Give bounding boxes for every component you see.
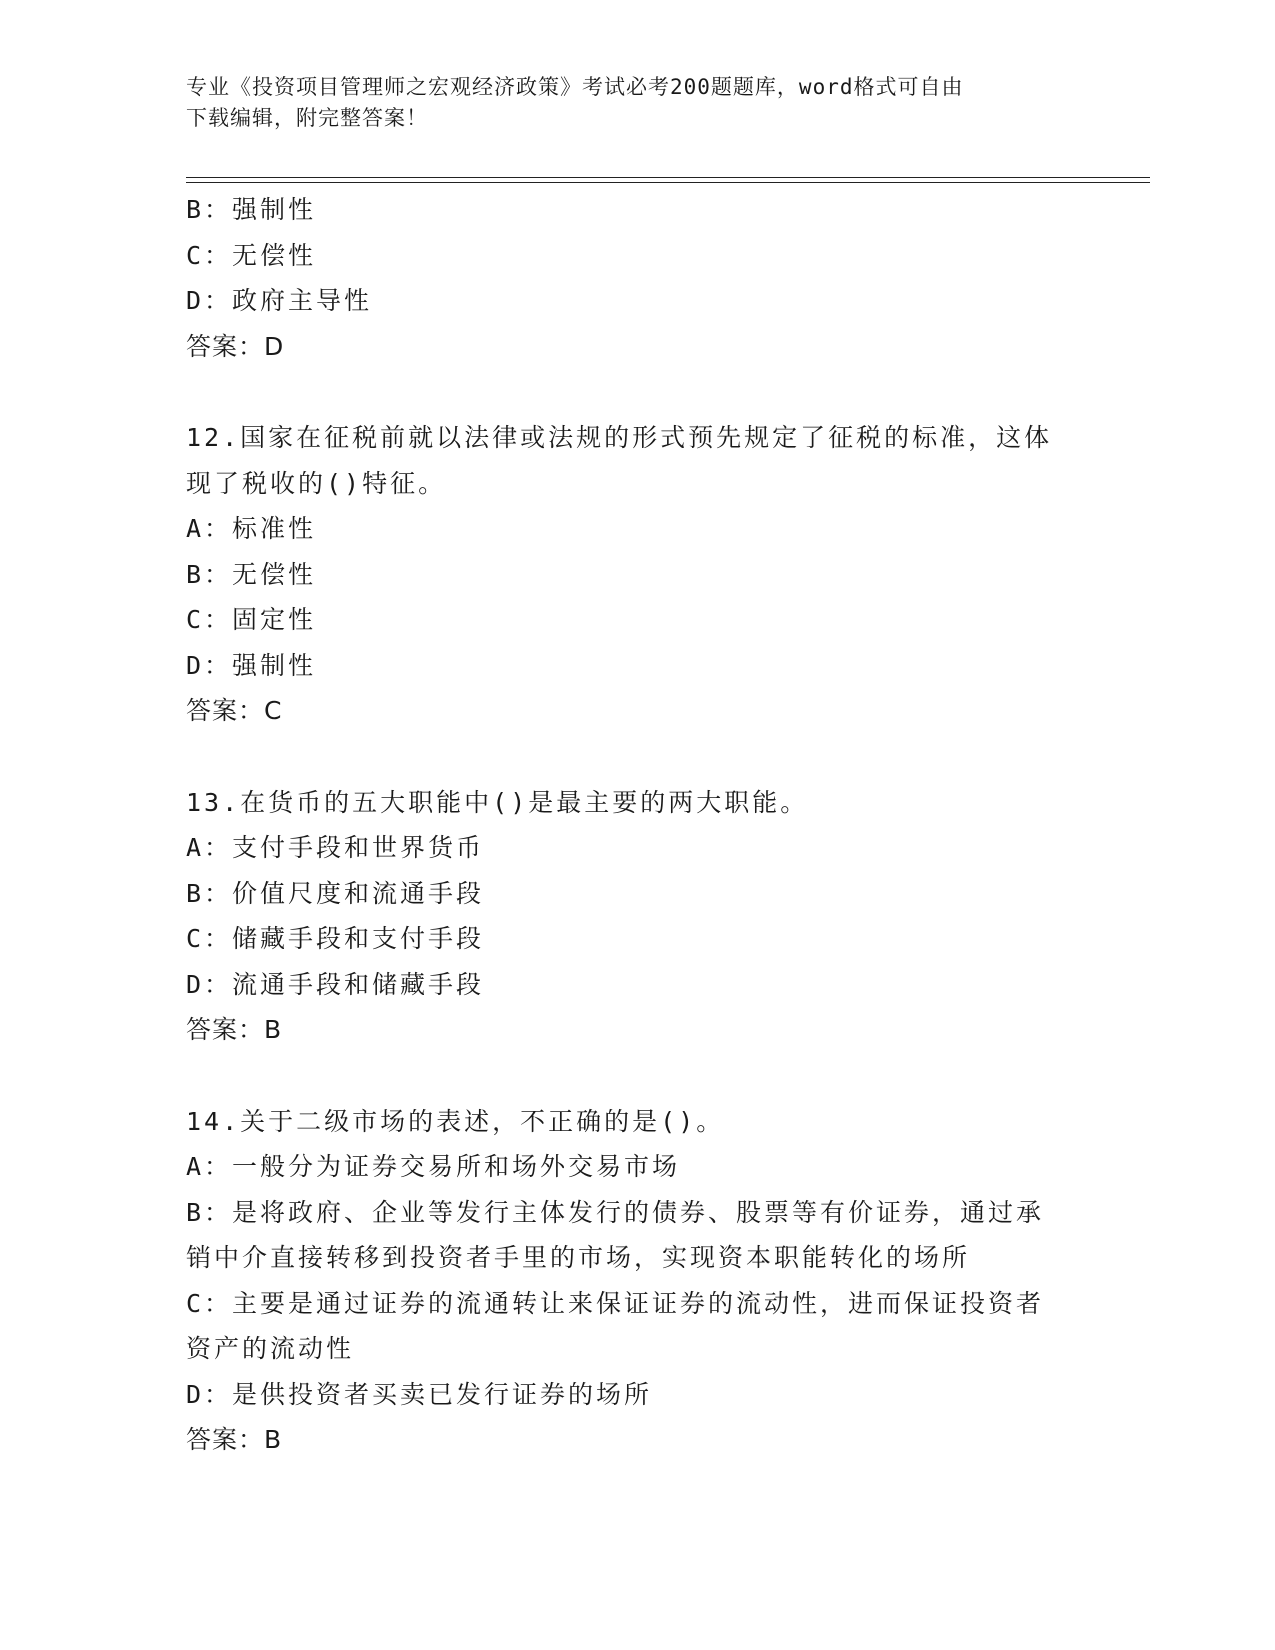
- question-stem: 12.国家在征税前就以法律或法规的形式预先规定了征税的标准，这体: [186, 423, 1053, 452]
- header-line-2: 下载编辑，附完整答案！: [186, 106, 428, 130]
- spacer: [186, 1053, 1086, 1099]
- question-14: [186, 1099, 1086, 1463]
- option-c: C：无偿性: [186, 240, 317, 270]
- option-a: A：支付手段和世界货币: [186, 833, 485, 862]
- answer: 答案：C: [186, 696, 283, 725]
- option-b: B：是将政府、企业等发行主体发行的债券、股票等有价证券，通过承: [186, 1197, 1045, 1227]
- question-stem: 14.关于二级市场的表述，不正确的是()。: [186, 1106, 725, 1136]
- question-13: [186, 780, 1086, 1053]
- header-line-1: 专业《投资项目管理师之宏观经济政策》考试必考200题题库，word格式可自由: [186, 75, 964, 99]
- option-c: C：储藏手段和支付手段: [186, 924, 485, 953]
- question-12: [186, 415, 1086, 734]
- option-d: D：政府主导性: [186, 286, 373, 315]
- spacer: [186, 734, 1086, 780]
- option-a: A：标准性: [186, 514, 317, 543]
- spacer: [186, 369, 1086, 415]
- option-c: C：固定性: [186, 605, 317, 634]
- answer: 答案：D: [186, 331, 285, 361]
- question-list: [186, 187, 1086, 1463]
- option-d: D：流通手段和储藏手段: [186, 969, 485, 999]
- option-b: B：价值尺度和流通手段: [186, 878, 485, 908]
- page-header: [186, 72, 1066, 134]
- option-c: C：主要是通过证券的流通转让来保证证券的流动性，进而保证投资者: [186, 1288, 1045, 1318]
- option-d: D：强制性: [186, 650, 317, 680]
- option-b: B：无偿性: [186, 559, 317, 589]
- option-d: D：是供投资者买卖已发行证券的场所: [186, 1379, 653, 1409]
- option-b: B：强制性: [186, 195, 317, 224]
- answer: 答案：B: [186, 1015, 283, 1044]
- header-divider: [186, 177, 1150, 183]
- option-a: A：一般分为证券交易所和场外交易市场: [186, 1152, 681, 1181]
- option-b-continued: 销中介直接转移到投资者手里的市场，实现资本职能转化的场所: [186, 1243, 971, 1272]
- question-stem: 13.在货币的五大职能中()是最主要的两大职能。: [186, 787, 809, 817]
- option-c-continued: 资产的流动性: [186, 1334, 355, 1363]
- question-stem-continued: 现了税收的()特征。: [186, 468, 447, 498]
- answer: 答案：B: [186, 1425, 283, 1454]
- question-11: [186, 187, 1086, 369]
